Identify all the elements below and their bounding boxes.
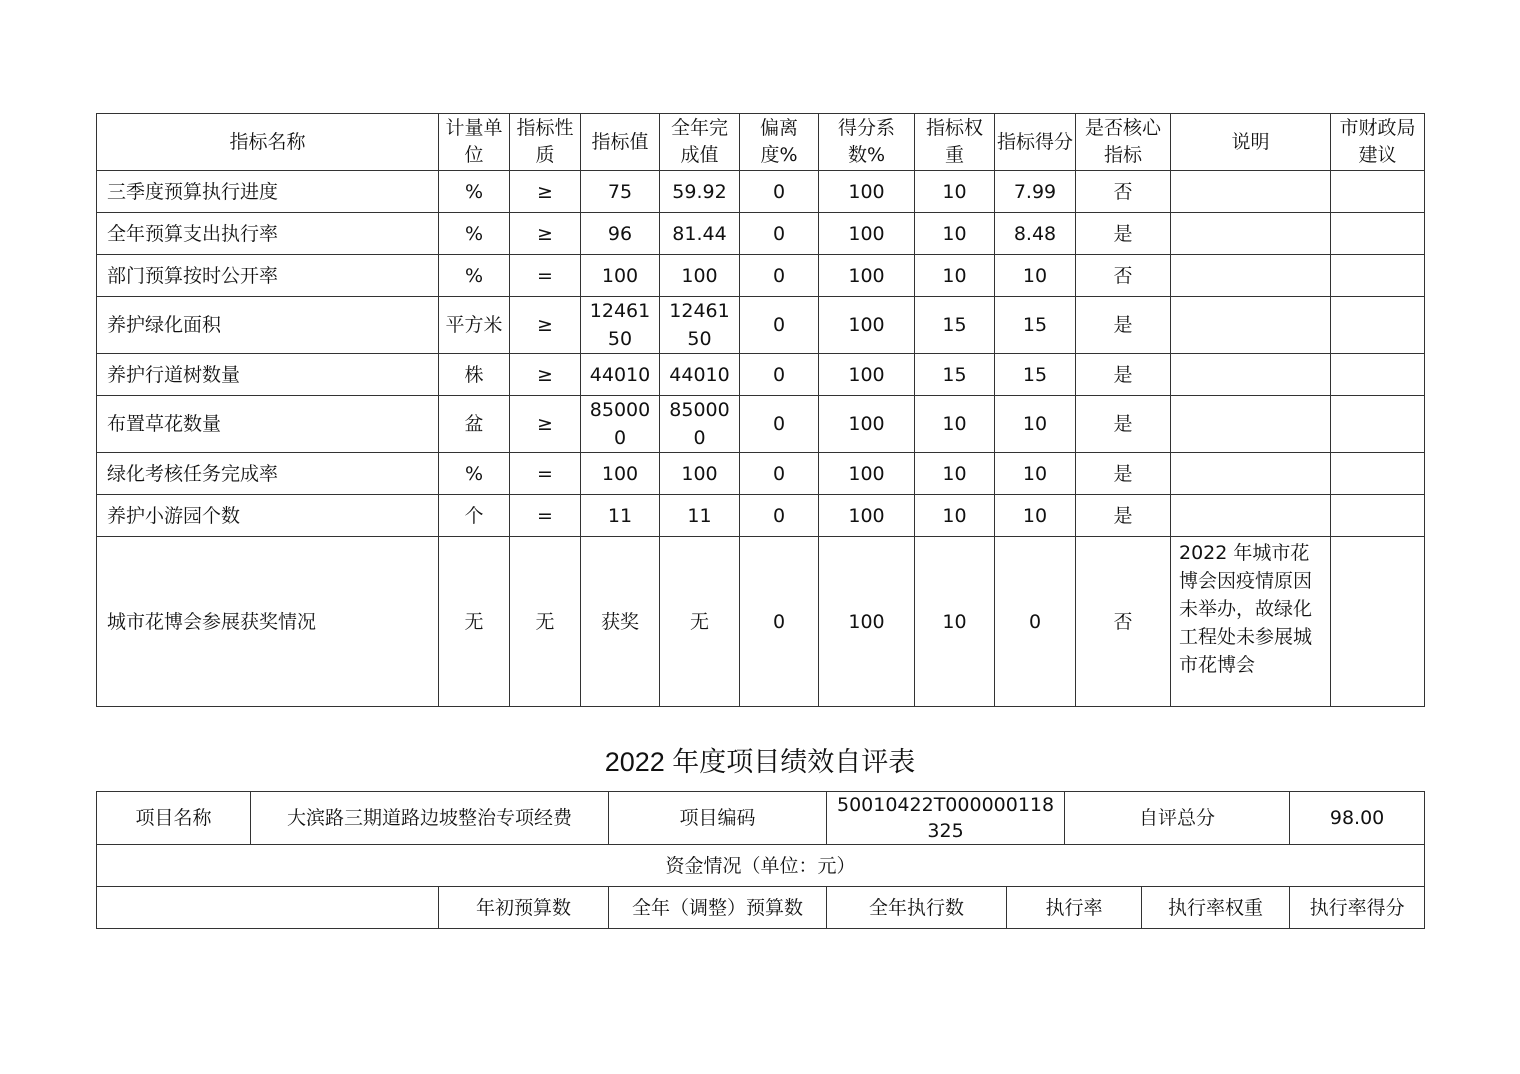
coefficient-cell: 100 [819,354,915,396]
header-score: 指标得分 [995,114,1076,171]
actual-cell: 59.92 [660,171,740,213]
nature-cell: = [510,453,581,495]
suggestion-cell [1331,297,1425,354]
unit-cell: % [439,453,510,495]
table-row [97,213,1425,255]
unit-cell: 个 [439,495,510,537]
score-cell: 8.48 [995,213,1076,255]
core-cell: 否 [1076,255,1171,297]
funds-heading: 资金情况（单位：元） [97,845,1425,887]
nature-cell: = [510,495,581,537]
note-cell [1171,453,1331,495]
rate-score-header: 执行率得分 [1290,887,1425,929]
deviation-cell: 0 [740,255,819,297]
score-cell: 10 [995,495,1076,537]
header-nature: 指标性质 [510,114,581,171]
actual-cell: 44010 [660,354,740,396]
initial-budget-header: 年初预算数 [439,887,609,929]
actual-cell: 100 [660,453,740,495]
suggestion-cell [1331,453,1425,495]
note-cell [1171,495,1331,537]
rate-weight-header: 执行率权重 [1142,887,1290,929]
unit-cell: 株 [439,354,510,396]
project-name-label: 项目名称 [97,792,251,845]
score-cell: 7.99 [995,171,1076,213]
nature-cell: 无 [510,537,581,707]
weight-cell: 10 [915,453,995,495]
header-deviation: 偏离度% [740,114,819,171]
score-cell: 10 [995,255,1076,297]
score-cell: 15 [995,354,1076,396]
table-row [97,495,1425,537]
core-cell: 否 [1076,171,1171,213]
coefficient-cell: 100 [819,495,915,537]
target-cell: 1246150 [581,297,660,354]
project-name-value: 大滨路三期道路边坡整治专项经费 [251,792,609,845]
target-cell: 100 [581,255,660,297]
table-row [97,396,1425,453]
eval-table-title: 2022 年度项目绩效自评表 [604,747,916,777]
header-core: 是否核心指标 [1076,114,1171,171]
unit-cell: 盆 [439,396,510,453]
weight-cell: 15 [915,354,995,396]
target-cell: 获奖 [581,537,660,707]
indicator-name: 养护小游园个数 [97,495,439,537]
nature-cell: = [510,255,581,297]
score-cell: 10 [995,396,1076,453]
deviation-cell: 0 [740,297,819,354]
unit-cell: % [439,213,510,255]
target-cell: 96 [581,213,660,255]
weight-cell: 10 [915,213,995,255]
note-cell [1171,297,1331,354]
funds-heading-row [97,845,1425,887]
nature-cell: ≥ [510,396,581,453]
table-row [97,171,1425,213]
deviation-cell: 0 [740,213,819,255]
coefficient-cell: 100 [819,213,915,255]
table-row [97,537,1425,707]
header-coefficient: 得分系数% [819,114,915,171]
indicator-name: 城市花博会参展获奖情况 [97,537,439,707]
coefficient-cell: 100 [819,453,915,495]
deviation-cell: 0 [740,495,819,537]
indicator-name: 部门预算按时公开率 [97,255,439,297]
header-suggestion: 市财政局建议 [1331,114,1425,171]
table-row [97,255,1425,297]
table-row [97,297,1425,354]
project-code-label: 项目编码 [609,792,827,845]
indicator-name: 布置草花数量 [97,396,439,453]
project-eval-table [96,791,1425,929]
core-cell: 是 [1076,396,1171,453]
actual-cell: 81.44 [660,213,740,255]
table-row [97,453,1425,495]
header-actual: 全年完成值 [660,114,740,171]
target-cell: 75 [581,171,660,213]
suggestion-cell [1331,537,1425,707]
suggestion-cell [1331,171,1425,213]
weight-cell: 10 [915,537,995,707]
project-code-value: 50010422T000000118325 [827,792,1065,845]
header-weight: 指标权重 [915,114,995,171]
deviation-cell: 0 [740,537,819,707]
suggestion-cell [1331,354,1425,396]
target-cell: 100 [581,453,660,495]
target-cell: 11 [581,495,660,537]
header-target: 指标值 [581,114,660,171]
weight-cell: 10 [915,495,995,537]
unit-cell: % [439,171,510,213]
funds-columns-row [97,887,1425,929]
execution-rate-header: 执行率 [1007,887,1142,929]
nature-cell: ≥ [510,297,581,354]
actual-cell: 1246150 [660,297,740,354]
actual-cell: 无 [660,537,740,707]
header-note: 说明 [1171,114,1331,171]
header-indicator-name: 指标名称 [97,114,439,171]
funds-blank-cell [97,887,439,929]
core-cell: 是 [1076,297,1171,354]
total-score-value: 98.00 [1290,792,1425,845]
unit-cell: % [439,255,510,297]
indicator-table-header-row [97,114,1425,171]
indicator-name: 养护绿化面积 [97,297,439,354]
target-cell: 850000 [581,396,660,453]
nature-cell: ≥ [510,213,581,255]
note-cell [1171,354,1331,396]
deviation-cell: 0 [740,171,819,213]
nature-cell: ≥ [510,171,581,213]
weight-cell: 10 [915,255,995,297]
project-info-row [97,792,1425,845]
executed-header: 全年执行数 [827,887,1007,929]
weight-cell: 15 [915,297,995,354]
indicator-name: 绿化考核任务完成率 [97,453,439,495]
coefficient-cell: 100 [819,171,915,213]
indicator-name: 全年预算支出执行率 [97,213,439,255]
indicator-name: 养护行道树数量 [97,354,439,396]
unit-cell: 无 [439,537,510,707]
header-unit: 计量单位 [439,114,510,171]
indicator-name: 三季度预算执行进度 [97,171,439,213]
coefficient-cell: 100 [819,255,915,297]
score-cell: 15 [995,297,1076,354]
score-cell: 0 [995,537,1076,707]
coefficient-cell: 100 [819,537,915,707]
unit-cell: 平方米 [439,297,510,354]
weight-cell: 10 [915,171,995,213]
note-cell [1171,396,1331,453]
coefficient-cell: 100 [819,396,915,453]
core-cell: 是 [1076,213,1171,255]
nature-cell: ≥ [510,354,581,396]
note-cell: 2022 年城市花博会因疫情原因未举办，故绿化工程处未参展城市花博会 [1171,537,1331,707]
actual-cell: 100 [660,255,740,297]
actual-cell: 850000 [660,396,740,453]
note-cell [1171,213,1331,255]
note-cell [1171,255,1331,297]
total-score-label: 自评总分 [1065,792,1290,845]
coefficient-cell: 100 [819,297,915,354]
deviation-cell: 0 [740,453,819,495]
table-row [97,354,1425,396]
indicator-table [96,113,1425,707]
deviation-cell: 0 [740,354,819,396]
suggestion-cell [1331,495,1425,537]
target-cell: 44010 [581,354,660,396]
core-cell: 是 [1076,495,1171,537]
deviation-cell: 0 [740,396,819,453]
suggestion-cell [1331,213,1425,255]
actual-cell: 11 [660,495,740,537]
suggestion-cell [1331,396,1425,453]
core-cell: 是 [1076,453,1171,495]
note-cell [1171,171,1331,213]
score-cell: 10 [995,453,1076,495]
core-cell: 否 [1076,537,1171,707]
weight-cell: 10 [915,396,995,453]
suggestion-cell [1331,255,1425,297]
core-cell: 是 [1076,354,1171,396]
adjusted-budget-header: 全年（调整）预算数 [609,887,827,929]
